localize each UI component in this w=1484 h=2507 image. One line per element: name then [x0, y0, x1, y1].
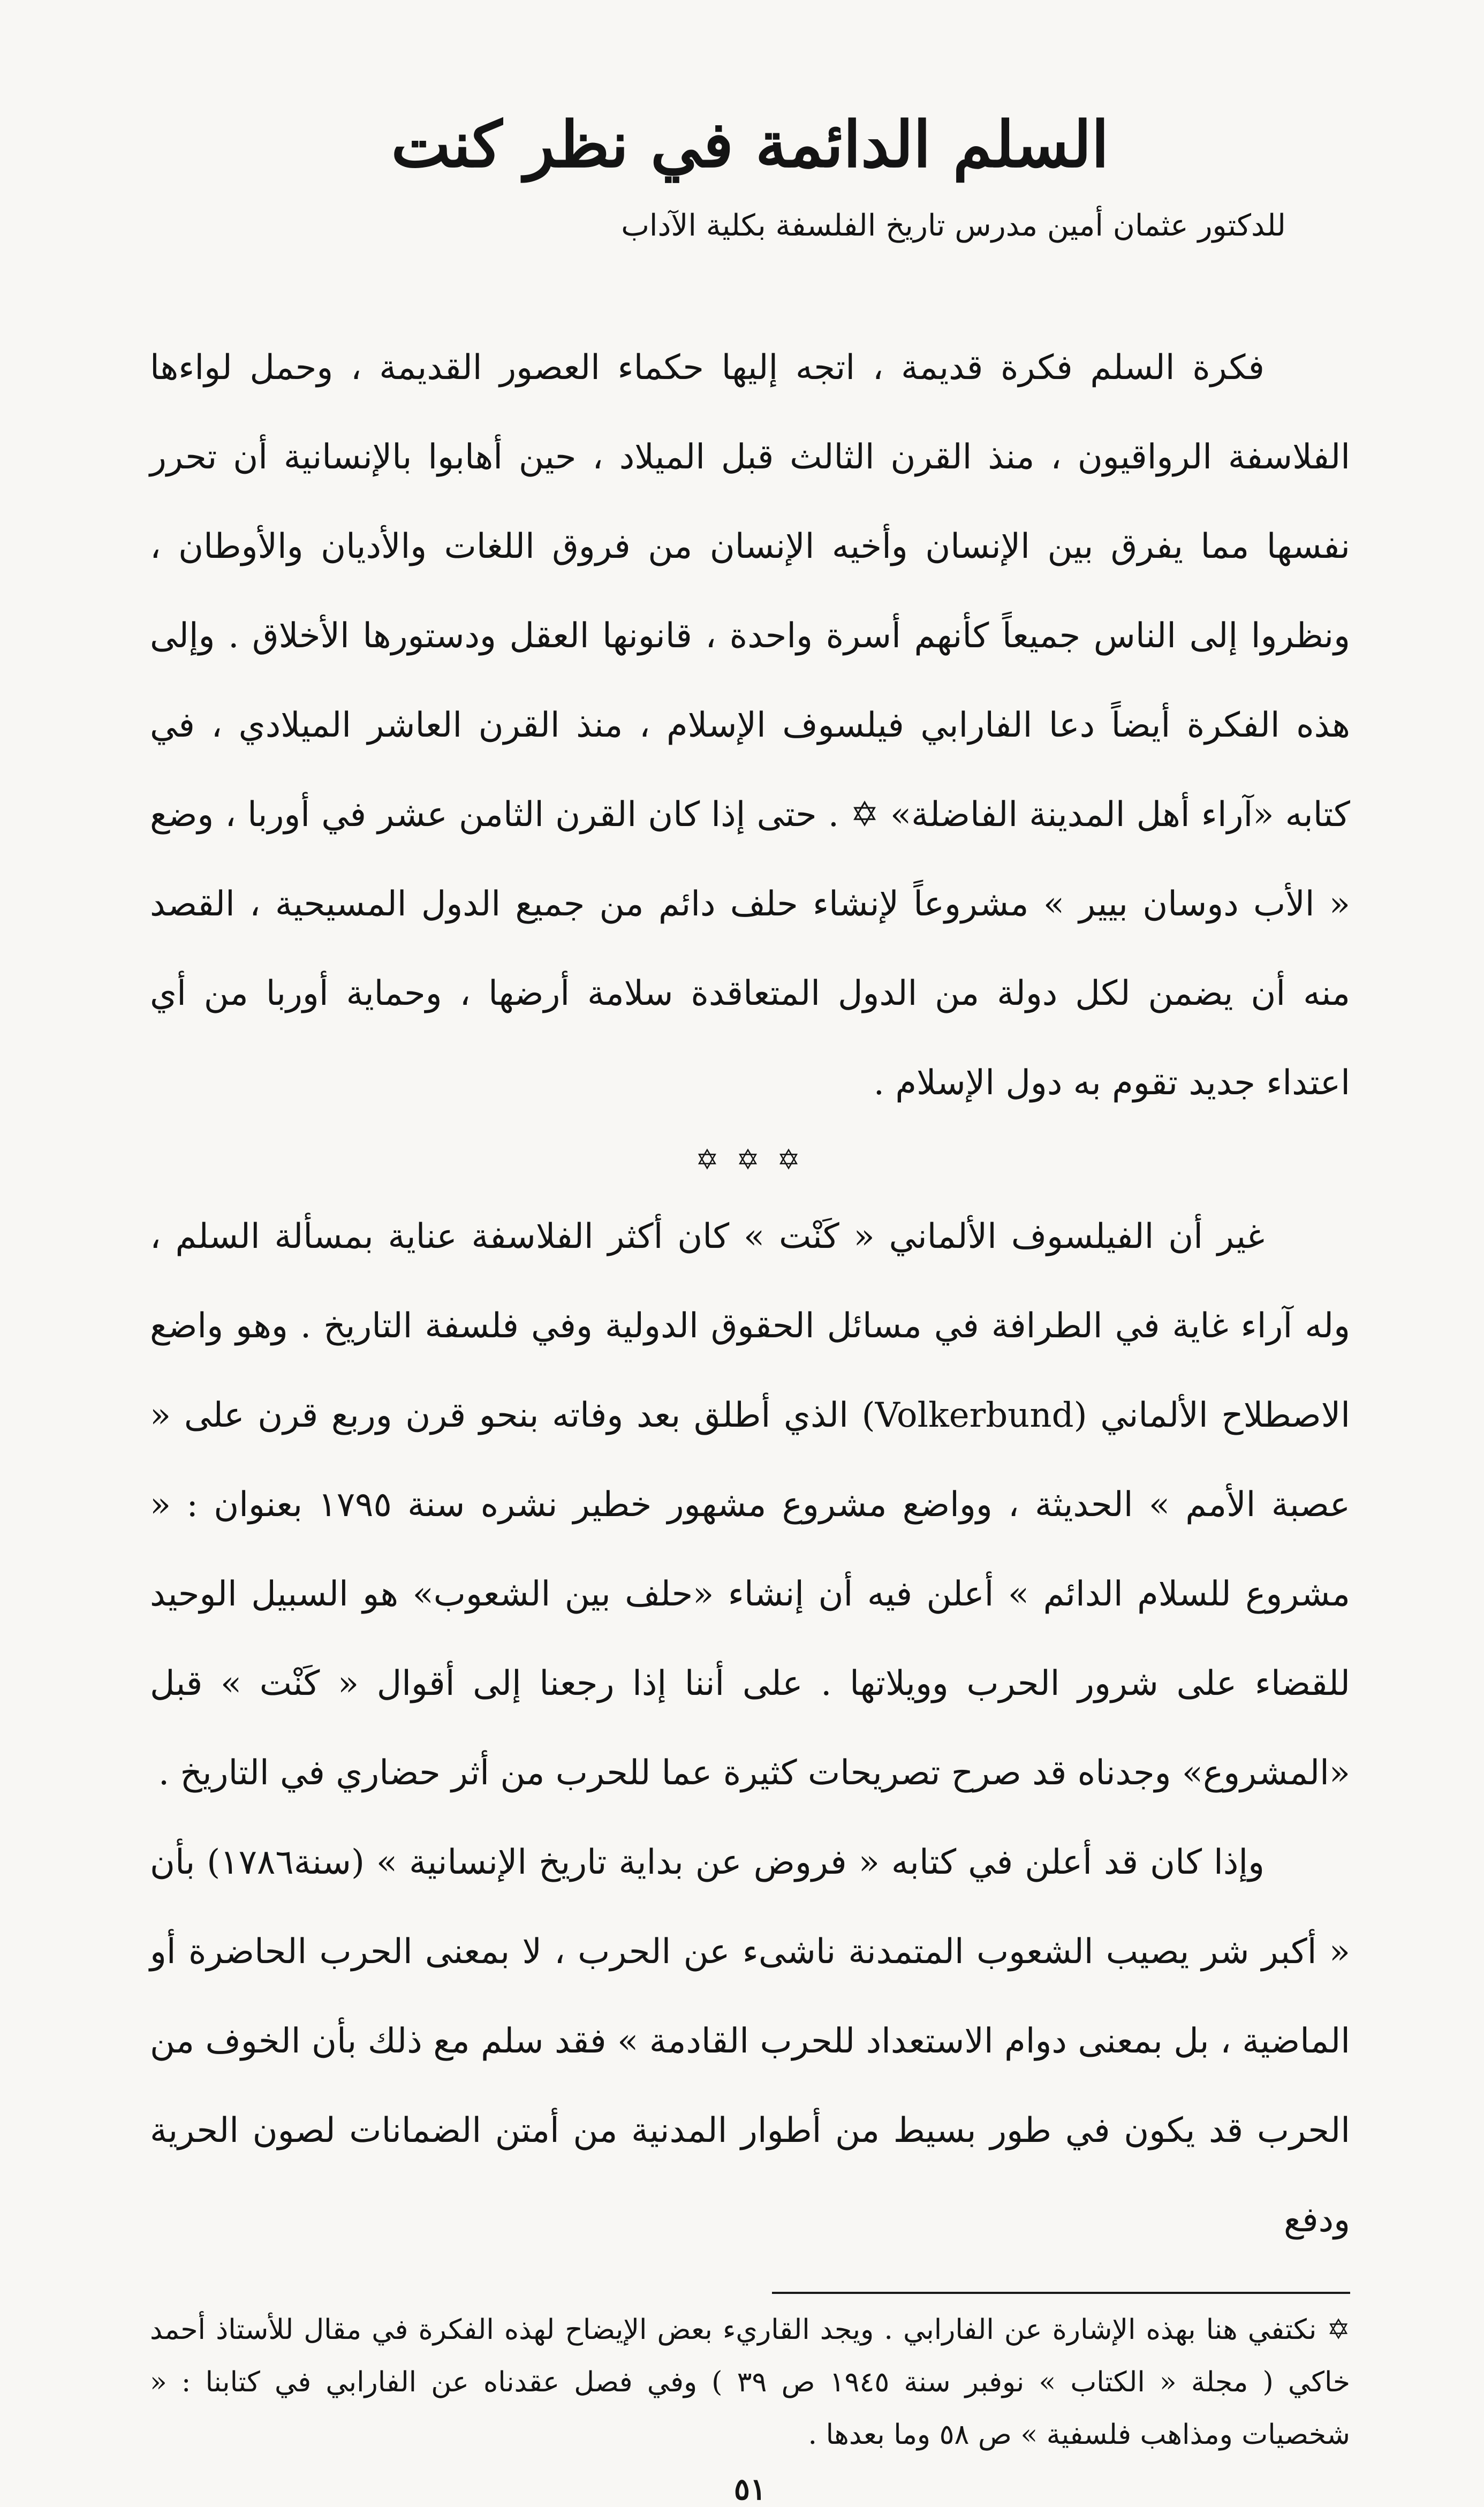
author-byline: للدكتور عثمان أمين مدرس تاريخ الفلسفة بكلية الآداب — [621, 208, 1286, 244]
paragraph-2: غير أن الفيلسوف الألماني « كَنْت » كان أكثر الفلاسفة عناية بمسألة السلم ، وله آراء غاية في الطرافة في مسائل الحقوق الدولية وفي فلسفة التاريخ . وهو واضع الاصطلاح الألماني (Volkerbund) الذي أطلق بعد وفاته بنحو قرن وربع قرن على « عصبة الأمم » الحديثة ، وواضع مشروع مشهور خطير نشره سنة ١٧٩٥ بعنوان : « مشروع للسلام الدائم » أعلن فيه أن إنشاء «حلف بين الشعوب» هو السبيل الوحيد للقضاء على شرور الحرب وويلاتها . على أننا إذا رجعنا إلى أقوال « كَنْت » قبل «المشروع» وجدناه قد صرح تصريحات كثيرة عما للحرب من أثر حضاري في التاريخ . — [150, 1217, 1351, 1793]
paragraph-1: فكرة السلم فكرة قديمة ، اتجه إليها حكماء العصور القديمة ، وحمل لواءها الفلاسفة الرواقيون ، منذ القرن الثالث قبل الميلاد ، حين أهابوا بالإنسانية أن تحرر نفسها مما يفرق بين الإنسان وأخيه الإنسان من فروق اللغات والأديان والأوطان ، ونظروا إلى الناس جميعاً كأنهم أسرة واحدة ، قانونها العقل ودستورها الأخلاق . وإلى هذه الفكرة أيضاً دعا الفارابي فيلسوف الإسلام ، منذ القرن العاشر الميلادي ، في كتابه «آراء أهل المدينة الفاضلة» ✡ . حتى إذا كان القرن الثامن عشر في أوربا ، وضع « الأب دوسان بيير » مشروعاً لإنشاء حلف دائم من جميع الدول المسيحية ، القصد منه أن يضمن لكل دولة من الدول المتعاقدة سلامة أرضها ، وحماية أوربا من أي اعتداء جديد تقوم به دول الإسلام . — [150, 348, 1351, 1103]
footnote: ✡ نكتفي هنا بهذه الإشارة عن الفارابي . ويجد القاريء بعض الإيضاح لهذه الفكرة في مقال للأستاذ أحمد خاكي ( مجلة « الكتاب » نوفبر سنة ١٩٤٥ ص ٣٩ ) وفي فصل عقدناه عن الفارابي في كتابنا : « شخصيات ومذاهب فلسفية » ص ٥٨ وما بعدها . — [150, 2314, 1350, 2451]
section-separator: ✡ ✡ ✡ — [695, 1144, 805, 1177]
paragraph-3: وإذا كان قد أعلن في كتابه « فروض عن بداية تاريخ الإنسانية » (سنة١٧٨٦) بأن « أكبر شر يصيب الشعوب المتمدنة ناشىء عن الحرب ، لا بمعنى الحرب الحاضرة أو الماضية ، بل بمعنى دوام الاستعداد للحرب القادمة » فقد سلم مع ذلك بأن الخوف من الحرب قد يكون في طور بسيط من أطوار المدنية من أمتن الضمانات لصون الحرية ودفع — [150, 1843, 1350, 2240]
footnote-divider — [772, 2292, 1350, 2294]
page-number: ٥١ — [733, 2472, 767, 2507]
article-title: السلم الدائمة في نظر كنت — [391, 107, 1109, 181]
